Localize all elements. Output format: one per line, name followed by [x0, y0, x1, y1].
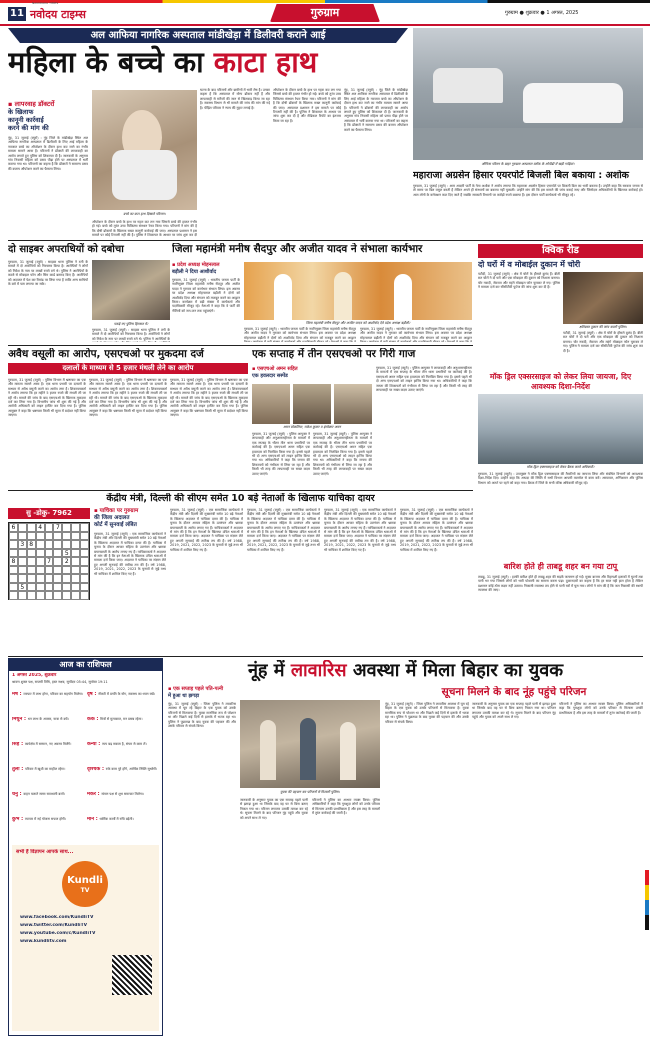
rashifal-sign-text: परिवार में खुशी का माहौल रहेगा। [25, 767, 66, 771]
color-registration-strip [0, 0, 650, 3]
bjp-body: गुरुग्राम, 31 जुलाई (ब्यूरो) : भारतीय जनता पार्टी के नवनियुक्त जिला महामंत्री मनीष सैदपुर और अजीत यादव ने गुरुवार को कार्यभार संभाल लिया। इस अवसर पर प्रदेश अध्यक्ष मोहनलाल बड़ौली ने दोनों को आशीर्वाद दिया और संगठन को मजबूत करने का आह्वान किया। कार्यक्रम में बड़ी संख्या में कार्यकर्ता और पदाधिकारी मौजूद रहे। नेताओं ने कहा कि वे पार्टी की नीतियों को जन-जन तक पहुंचाएंगे। [172, 278, 240, 313]
sudoku-cell [45, 549, 54, 558]
sudoku-cell [62, 591, 71, 600]
sudoku-cell [36, 557, 45, 566]
extortion-body-2: गुरुग्राम, 31 जुलाई (ब्यूरो) : पुलिस विभाग में भ्रष्टाचार का एक और मामला सामने आया है। एक थाना प्रभारी पर दलालों के माध्यम से अवैध वसूली करने का आरोप लगा है। शिकायतकर्ता ने आरोप लगाया कि हर महीने 5 हजार रुपये की मंथली ली जा रही थी। मामले की जांच के बाद एसएचओ के खिलाफ मुकदमा दर्ज कर लिया गया है। विभागीय जांच भी शुरू की गई है और आरोपी अधिकारी को लाइन हाजिर कर दिया गया है। पुलिस आयुक्त ने कहा कि भ्रष्टाचार किसी भी सूरत में बर्दाश्त नहीं किया जाएगा। [89, 378, 167, 418]
sudoku-cell [71, 523, 80, 532]
rashifal-item [87, 817, 159, 841]
sudoku-cell [71, 532, 80, 541]
rashifal-sign-text: धन लाभ के अवसर, यात्रा से बचें। [27, 717, 69, 721]
rashifal-item [12, 792, 84, 816]
sho-subhead [252, 366, 372, 379]
sudoku-cell [53, 557, 62, 566]
bottom-headline-2: लावारिस [290, 660, 347, 681]
lead-headline-part2: काटा हाथ [213, 45, 318, 79]
rashifal-sign-name: मेष : [12, 692, 24, 697]
kundli-brand: Kundli [67, 875, 103, 886]
sudoku-cell: 5 [18, 583, 27, 592]
rashifal-item [87, 692, 159, 716]
sudoku-cell: 8 [27, 540, 36, 549]
petition-sidebox [94, 508, 166, 529]
rashifal-sign-name: कुंभ : [12, 817, 25, 822]
sudoku-grid [8, 522, 90, 600]
rashifal-item [12, 767, 84, 791]
bjp-body-2: गुरुग्राम, 31 जुलाई (ब्यूरो) : भारतीय जनता पार्टी के नवनियुक्त जिला महामंत्री मनीष सैदपुर और अजीत यादव ने गुरुवार को कार्यभार संभाल लिया। इस अवसर पर प्रदेश अध्यक्ष मोहनलाल बड़ौली ने दोनों को आशीर्वाद दिया और संगठन को मजबूत करने का आह्वान [244, 327, 356, 340]
bottom-right-headline: सूचना मिलने के बाद नूंह पहुंचे परिजन [441, 686, 587, 698]
sudoku-cell: 2 [62, 557, 71, 566]
quick-read-title: क्विक रीड [542, 245, 579, 256]
sudoku-cell [71, 557, 80, 566]
sudoku-cell [62, 532, 71, 541]
sudoku-cell [80, 549, 89, 558]
sudoku-cell [36, 566, 45, 575]
extortion-body-1: गुरुग्राम, 31 जुलाई (ब्यूरो) : पुलिस विभाग में भ्रष्टाचार का एक और मामला सामने आया है। एक थाना प्रभारी पर दलालों के माध्यम से अवैध वसूली करने का आरोप लगा है। शिकायतकर्ता ने आरोप लगाया कि हर महीने 5 हजार रुपये की मंथली ली जा रही थी। मामले की जांच के बाद एसएचओ के खिलाफ मुकदमा दर्ज कर लिया गया है। विभागीय जांच भी शुरू की गई है और आरोपी अधिकारी को लाइन हाजिर कर दिया गया है। पुलिस आयुक्त ने कहा कि भ्रष्टाचार किसी भी सूरत में बर्दाश्त नहीं किया जाएगा। [8, 378, 86, 418]
sudoku-cell [27, 549, 36, 558]
bottom-body-6: परिजनों ने पुलिस का आभार व्यक्त किया। पुलिस अधिकारियों ने कहा कि गुमशुदा लोगों को उनके परिवार से मिलाना उनकी प्राथमिकता है और इस तरह के मामलों में तुरंत कार्रवाई की जाती है। [559, 702, 643, 715]
extortion-body-3: गुरुग्राम, 31 जुलाई (ब्यूरो) : पुलिस विभाग में भ्रष्टाचार का एक और मामला सामने आया है। एक थाना प्रभारी पर दलालों के माध्यम से अवैध वसूली करने का आरोप लगा है। शिकायतकर्ता ने आरोप लगाया कि हर महीने 5 हजार रुपये की मंथली ली जा रही थी। मामले की जांच के बाद एसएचओ के खिलाफ मुकदमा दर्ज कर लिया गया है। विभागीय जांच भी शुरू की गई है और आरोपी अधिकारी को लाइन हाजिर कर दिया गया है। पुलिस आयुक्त ने कहा कि भ्रष्टाचार किसी भी सूरत में बर्दाश्त नहीं किया जाएगा। [170, 378, 248, 418]
sudoku-cell [27, 523, 36, 532]
sudoku-cell [45, 540, 54, 549]
sho-photo-1 [252, 384, 290, 424]
section-city: गुरुग्राम [310, 6, 340, 19]
sudoku-cell [27, 583, 36, 592]
bottom-headline-1: नूंह में [247, 660, 285, 681]
sudoku-cell [9, 549, 18, 558]
sudoku-cell [80, 532, 89, 541]
sudoku-cell [45, 532, 54, 541]
sudoku-cell [71, 566, 80, 575]
sudoku-cell [45, 566, 54, 575]
rashifal-sign-name: धनु : [12, 792, 24, 797]
sudoku-cell [80, 523, 89, 532]
bottom-sub-2: में हुआ था झगड़ा [168, 692, 200, 699]
sudoku-cell [53, 574, 62, 583]
sudoku-cell [80, 583, 89, 592]
bottom-sub-1: ▪ एक सप्ताह पहले पति-पत्नी [168, 686, 224, 692]
theft-headline: दो घरों में व मोबाईल दुकान में चोरी [478, 260, 581, 269]
registration-marks [645, 870, 649, 930]
sudoku-cell [36, 540, 45, 549]
sudoku-cell [9, 540, 18, 549]
bjp-body-3: गुरुग्राम, 31 जुलाई (ब्यूरो) : भारतीय जनता पार्टी के नवनियुक्त जिला महामंत्री मनीष सैदपुर और अजीत यादव ने गुरुवार को कार्यभार संभाल लिया। इस अवसर पर प्रदेश अध्यक्ष मोहनलाल बड़ौली ने दोनों को आशीर्वाद दिया और संगठन को मजबूत करने का आह्वान [360, 327, 472, 340]
rashifal-item [12, 817, 84, 841]
sudoku-cell [45, 583, 54, 592]
rashifal-sign-text: मित्रों से मुलाकात, मन प्रसन्न रहेगा। [100, 717, 143, 721]
sudoku-cell [36, 583, 45, 592]
sudoku-cell [71, 574, 80, 583]
bjp-photo [244, 262, 472, 320]
petition-body-4: गुरुग्राम, 31 जुलाई (ब्यूरो) : एक सामाजिक कार्यकर्ता ने केंद्रीय मंत्री और दिल्ली की मुख्यमंत्री समेत 10 बड़े नेताओं के खिलाफ अदालत में याचिका दायर की है। याचिका में चुनाव के दौरान आचार संहिता के उल्लंघन और भ्रामक बयानबाजी के आरोप लगाए गए हैं। याचिकाकर्ता ने अदालत से मांग की है कि इन नेताओं के खिलाफ उचित धाराओं में मामला दर्ज किया जाए। अदालत ने याचिका पर संज्ञान लेते हुए अगली सुनवाई की तारीख तय की है। वर्ष 1988, 2019, 2021, 2022, 2023 के चुनावों से जुड़े तथ्य भी याचिका में शामिल किए गए हैं। [324, 508, 396, 552]
sudoku-cell [45, 574, 54, 583]
sudoku-cell [80, 566, 89, 575]
rashifal-sign-text: कार्यक्षेत्र में सम्मान, नए अवसर मिलेंगे। [24, 742, 72, 746]
rashifal-sign-name: कन्या : [87, 742, 102, 747]
sudoku-cell [27, 566, 36, 575]
sudoku-cell: 8 [9, 557, 18, 566]
rashifal-title: आज का राशिफल [59, 660, 112, 669]
sudoku-cell [36, 591, 45, 600]
ad-web[interactable]: www.kundlitv.com [20, 939, 67, 944]
rain-headline: बारिश होते ही ताबडू शहर बन गया टापू [503, 562, 618, 571]
rashifal-item [12, 692, 84, 716]
petition-headline: केंद्रीय मंत्री, दिल्ली की सीएम समेत 10 बड़े नेताओं के खिलाफ याचिका दायर [106, 493, 375, 504]
sho-sub-1: ▪ एसएचओ अमन सहित [252, 366, 298, 372]
mockdrill-headline: मॉक ड्रिल एक्सरसाइज को लेकर लिया जायजा, दिए आवश्यक दिशा-निर्देश [489, 372, 632, 391]
right-top-body: गुरुग्राम, 31 जुलाई (ब्यूरो) : आम आदमी पार्टी के नेता अशोक ने आरोप लगाया कि महाराजा अग्रसेन हिसार एयरपोर्ट पर बिजली बिल का भारी बकाया है। उन्होंने कहा कि सरकार जनता से तो समय पर बिल वसूल करती है लेकिन अपने ही संस्थानों का बकाया नहीं चुकाती। उन्होंने मांग की कि इस मामले की जांच कराई जाए और जिम्मेदार अधिकारियों के खिलाफ कार्रवाई हो। आम लोगों के कनेक्शन काट दिए जाते हैं जबकि सरकारी विभागों पर करोड़ों रुपये बकाया हैं। इस दौरान पार्टी कार्यकर्ता भी मौजूद रहे। [413, 184, 643, 197]
rashifal-sign-name: तुला : [12, 767, 26, 772]
bottom-headline [168, 660, 643, 682]
mockdrill-body: गुरुग्राम, 31 जुलाई (ब्यूरो) : उपायुक्त ने मॉक ड्रिल एक्सरसाइज की तैयारियों का जायजा लिया और संबंधित विभागों को आवश्यक दिशा-निर्देश दिए। उन्होंने कहा कि आपदा की स्थिति में सभी विभाग आपसी तालमेल से काम करें। अस्पताल, अग्निशमन और पुलिस विभाग को अलर्ट पर रहने को कहा गया। बैठक में जिले के सभी वरिष्ठ अधिकारी मौजूद रहे। [478, 472, 643, 485]
ad-fb[interactable]: www.facebook.com/KundliTV [20, 915, 94, 920]
rashifal-item [87, 742, 159, 766]
dateline: गुरुग्राम ● शुक्रवार ● 1 अगस्त, 2025 [505, 10, 579, 16]
rashifal-sign-text: वाहन चलाते समय सावधानी बरतें। [23, 792, 65, 796]
rashifal-item [12, 742, 84, 766]
sudoku-cell [71, 549, 80, 558]
theft-caption: क्षतिग्रस्त दुकान की जांच करती पुलिस। [579, 325, 627, 329]
lead-body-col3: घटना के बाद परिजनों और ग्रामीणों में भारी रोष है। उनका कहना है कि अस्पताल में योग्य डॉक्टर नहीं हैं और लापरवाही से मरीजों की जान से खिलवाड़ किया जा रहा है। स्वास्थ्य विभाग से भी मामले की जांच की मांग की गई है। पीड़ित परिवार ने न्याय की गुहार लगाई है। [200, 88, 270, 110]
lead-headline [8, 44, 408, 80]
lead-kicker: अल आफिया नागरिक अस्पताल मांडीखेड़ा में डिलीवरी कराने आई [90, 30, 326, 41]
bjp-subhead [172, 262, 240, 275]
sudoku-cell [27, 557, 36, 566]
sudoku-cell [18, 591, 27, 600]
bjp-caption: जिला महामंत्री मनीष सैदपुर और अजीत यादव को आशीर्वाद देते प्रदेश अध्यक्ष बड़ौली। [305, 321, 411, 325]
rashifal-box [8, 658, 163, 1036]
sudoku-cell [71, 540, 80, 549]
bottom-body-4: नूंह, 31 जुलाई (ब्यूरो) : जिला पुलिस ने लावारिस अवस्था में घूम रहे बिहार के एक युवक को उसके परिजनों से मिलवाया है। युवक मानसिक रूप से परेशान था और पिछले कई दिनों से इलाके में भटक रहा था। पुलिस ने पूछताछ के बाद युवक की पहचान की और उसके परिवार से संपर्क किया। [385, 702, 469, 724]
sudoku-cell [18, 549, 27, 558]
bottom-body-5: जानकारी के अनुसार युवक का एक सप्ताह पहले पत्नी से झगड़ा हुआ था जिसके बाद वह घर से बिना बताए निकल गया था। परिजन लगातार उसकी तलाश कर रहे थे। सूचना मिलने के बाद परिजन नूंह पहुंचे और युवक को अपने साथ ले गए। [472, 702, 556, 720]
sudoku-cell: 6 [9, 523, 18, 532]
ad-line: सभी हैं विज्ञापन आपके साथ... [16, 849, 74, 855]
bottom-caption: युवक की पहचान कर परिजनों से मिलाती पुलिस। [280, 790, 340, 794]
sudoku-cell [36, 574, 45, 583]
sudoku-cell [53, 566, 62, 575]
side-title-3: कानूनी कार्रवाई [8, 116, 44, 124]
sudoku-cell [9, 583, 18, 592]
rashifal-sign-name: मिथुन : [12, 717, 28, 722]
sudoku-cell [45, 591, 54, 600]
rashifal-list [12, 692, 159, 842]
side-title-2: के खिलाफ [8, 108, 34, 116]
sudoku-cell [62, 523, 71, 532]
right-top-photo [413, 28, 643, 160]
sudoku-cell [18, 574, 27, 583]
sho-sub-2: एक हवलदार सस्पेंड [252, 372, 288, 379]
lead-photo [92, 90, 197, 210]
lead-body-col1: नूंह, 31 जुलाई (ब्यूरो) : नूंह जिले के मांडीखेड़ा स्थित अल आफिया नागरिक अस्पताल में डिलीवरी के लिए आई महिला के नवजात बच्चे का ऑपरेशन के दौरान हाथ कट जाने का गंभीर मामला सामने आया है। परिजनों ने डॉक्टरों की लापरवाही का आरोप लगाते हुए पुलिस को शिकायत दी है। जानकारी के अनुसार गांव निवासी महिला को प्रसव पीड़ा होने पर अस्पताल में भर्ती कराया गया था। परिजनों का कहना है कि डॉक्टरों ने सामान्य प्रसव की बजाय ऑपरेशन करने का फैसला लिया। [8, 136, 88, 171]
rashifal-item [12, 717, 84, 741]
sudoku-cell: 3 [18, 540, 27, 549]
sho-headline: एक सप्ताह में तीन एसएचओ पर गिरी गाज [252, 348, 416, 360]
sudoku-cell [9, 532, 18, 541]
extortion-headline: अवैध वसूली का आरोप, एसएचओ पर मुकदमा दर्ज [8, 348, 204, 360]
rashifal-sign-text: व्यापार में लाभ होगा, परिवार का सहयोग मिलेगा। [23, 692, 84, 696]
petition-body-1: गुरुग्राम, 31 जुलाई (ब्यूरो) : एक सामाजिक कार्यकर्ता ने केंद्रीय मंत्री और दिल्ली की मुख्यमंत्री समेत 10 बड़े नेताओं के खिलाफ अदालत में याचिका दायर की है। याचिका में चुनाव के दौरान आचार संहिता के उल्लंघन और भ्रामक बयानबाजी के आरोप लगाए गए हैं। याचिकाकर्ता ने अदालत से मांग की है कि इन नेताओं के खिलाफ उचित धाराओं में मामला दर्ज किया जाए। अदालत ने याचिका पर संज्ञान लेते हुए अगली सुनवाई की तारीख तय की है। वर्ष 1988, 2019, 2021, 2022, 2023 के चुनावों से जुड़े तथ्य भी याचिका में शामिल किए गए हैं। [94, 532, 166, 576]
bottom-body-2: जानकारी के अनुसार युवक का एक सप्ताह पहले पत्नी से झगड़ा हुआ था जिसके बाद वह घर से बिना बताए निकल गया था। परिजन लगातार उसकी तलाश कर रहे थे। सूचना मिलने के बाद परिजन नूंह पहुंचे और युवक को अपने साथ ले गए। [240, 798, 308, 820]
rashifal-sign-text: नौकरी में प्रगति के योग, स्वास्थ्य का ध्यान रखें। [98, 692, 156, 696]
sudoku-cell [80, 591, 89, 600]
sudoku-cell [27, 591, 36, 600]
sho-photo-2 [293, 384, 331, 424]
sudoku-cell: 4 [36, 523, 45, 532]
sudoku-cell: 7 [45, 557, 54, 566]
sho-body-1: गुरुग्राम, 31 जुलाई (ब्यूरो) : पुलिस आयुक्त ने लापरवाही और अनुशासनहीनता के मामलों में एक सप्ताह के भीतर तीन थाना प्रभारियों पर कार्रवाई की है। एसएचओ अमन सहित एक हवलदार को निलंबित किया गया है। इससे पहले भी दो अन्य एसएचओ को लाइन हाजिर किया गया था। अधिकारियों ने कहा कि जनता की शिकायतों को गंभीरता से लिया जा रहा है और किसी भी तरह की लापरवाही पर सख्त कदम उठाए जाएंगे। [252, 432, 310, 476]
sudoku-cell [80, 557, 89, 566]
sudoku-box [8, 508, 90, 648]
petition-body-3: गुरुग्राम, 31 जुलाई (ब्यूरो) : एक सामाजिक कार्यकर्ता ने केंद्रीय मंत्री और दिल्ली की मुख्यमंत्री समेत 10 बड़े नेताओं के खिलाफ अदालत में याचिका दायर की है। याचिका में चुनाव के दौरान आचार संहिता के उल्लंघन और भ्रामक बयानबाजी के आरोप लगाए गए हैं। याचिकाकर्ता ने अदालत से मांग की है कि इन नेताओं के खिलाफ उचित धाराओं में मामला दर्ज किया जाए। अदालत ने याचिका पर संज्ञान लेते हुए अगली सुनवाई की तारीख तय की है। वर्ष 1988, 2019, 2021, 2022, 2023 के चुनावों से जुड़े तथ्य भी याचिका में शामिल किए गए हैं। [247, 508, 320, 552]
cyber-headline: दो साइबर अपराधियों को दबोचा [8, 244, 124, 255]
rashifal-item [87, 792, 159, 816]
side-title-4: करने की मांग की [8, 124, 49, 132]
sudoku-cell [53, 583, 62, 592]
lead-photo-caption: बच्चे का कटा हाथ दिखाते परिजन। [123, 212, 166, 216]
sudoku-cell [53, 549, 62, 558]
sho-photo-3 [334, 384, 372, 424]
cyber-photo [92, 260, 170, 320]
sudoku-cell [27, 574, 36, 583]
sudoku-cell [62, 540, 71, 549]
sudoku-cell [9, 574, 18, 583]
side-title-1: ▪ लापरवाह डॉक्टरों [8, 100, 55, 108]
sudoku-cell [9, 591, 18, 600]
rashifal-sign-name: मकर : [87, 792, 102, 797]
masthead-bar [0, 0, 650, 26]
mockdrill-photo [478, 394, 643, 464]
sudoku-cell [18, 566, 27, 575]
sudoku-cell [18, 523, 27, 532]
sudoku-cell [62, 566, 71, 575]
rain-body: ताबडू, 31 जुलाई (ब्यूरो) : हल्की बारिश होते ही ताबडू शहर की सड़कें जलमग्न हो गईं। मुख्य बाजार और रिहायशी इलाकों में घुटनों तक पानी भर गया जिससे लोगों को भारी परेशानी का सामना करना पड़ा। दुकानदारों का कहना है कि हर साल यही हाल होता है लेकिन प्रशासन कोई ठोस कदम नहीं उठाता। निकासी व्यवस्था ठप होने से पानी घरों में घुस गया। लोगों ने मांग की है कि जल निकासी की स्थायी व्यवस्था की जाए। [478, 575, 643, 593]
sudoku-cell [80, 540, 89, 549]
sho-body-2: गुरुग्राम, 31 जुलाई (ब्यूरो) : पुलिस आयुक्त ने लापरवाही और अनुशासनहीनता के मामलों में एक सप्ताह के भीतर तीन थाना प्रभारियों पर कार्रवाई की है। एसएचओ अमन सहित एक हवलदार को निलंबित किया गया है। इससे पहले भी दो अन्य एसएचओ को लाइन हाजिर किया गया था। अधिकारियों ने कहा कि जनता की शिकायतों को गंभीरता से लिया जा रहा है और किसी भी तरह की लापरवाही पर सख्त कदम उठाए जाएंगे। [313, 432, 372, 476]
cyber-body-2: गुरुग्राम, 31 जुलाई (ब्यूरो) : साइबर थाना पुलिस ने ठगी के मामले में दो आरोपियों को गिरफ्तार किया है। आरोपियों ने लोगों को निवेश के नाम पर लाखों रुपये ठगे थे। पुलिस ने आरोपियों के [92, 328, 170, 341]
petition-body-5: गुरुग्राम, 31 जुलाई (ब्यूरो) : एक सामाजिक कार्यकर्ता ने केंद्रीय मंत्री और दिल्ली की मुख्यमंत्री समेत 10 बड़े नेताओं के खिलाफ अदालत में याचिका दायर की है। याचिका में चुनाव के दौरान आचार संहिता के उल्लंघन और भ्रामक बयानबाजी के आरोप लगाए गए हैं। याचिकाकर्ता ने अदालत से मांग की है कि इन नेताओं के खिलाफ उचित धाराओं में मामला दर्ज किया जाए। अदालत ने याचिका पर संज्ञान लेते हुए अगली सुनवाई की तारीख तय की है। वर्ष 1988, 2019, 2021, 2022, 2023 के चुनावों से जुड़े तथ्य भी याचिका में शामिल किए गए हैं। [400, 508, 473, 552]
rashifal-date: 1 अगस्त 2025, शुक्रवार [12, 673, 57, 678]
bottom-body-1: नूंह, 31 जुलाई (ब्यूरो) : जिला पुलिस ने लावारिस अवस्था में घूम रहे बिहार के एक युवक को उसके परिजनों से मिलवाया है। युवक मानसिक रूप से परेशान था और पिछले कई दिनों से इलाके में भटक रहा था। पुलिस ने पूछताछ के बाद युवक की पहचान की और उसके परिवार से संपर्क किया। [168, 702, 236, 729]
theft-body: पटौदी, 31 जुलाई (ब्यूरो) : क्षेत्र में चोरों के हौसले बुलंद हैं। बीती रात चोरों ने दो घरों और एक मोबाइल की दुकान को निशाना बनाया। चोर नकदी, जेवरात और महंगे मोबाइल फोन चुराकर ले गए। पुलिस ने मामला दर्ज कर सीसीटीवी फुटेज की जांच शुरू कर दी है। [478, 272, 560, 290]
rashifal-sign-text: व्यय बढ़ सकता है, संयम से काम लें। [102, 742, 147, 746]
theft-body-2: पटौदी, 31 जुलाई (ब्यूरो) : क्षेत्र में चोरों के हौसले बुलंद हैं। बीती रात चोरों ने दो घरों और एक मोबाइल की दुकान को निशाना बनाया। चोर नकदी, जेवरात और महंगे मोबाइल फोन चुराकर ले गए। पुलिस ने मामला दर्ज कर सीसीटीवी फुटेज की जांच शुरू कर दी है। [563, 331, 643, 353]
rashifal-sign-text: संतान पक्ष से शुभ समाचार मिलेगा। [101, 792, 144, 796]
sudoku-cell [71, 591, 80, 600]
small-tag: NAVODAYA TIMES [32, 1, 59, 5]
bjp-headline: जिला महामंत्री मनीष सैदपुर और अजीत यादव ने संभाला कार्यभार [172, 243, 423, 255]
lead-body-col2: ऑपरेशन के दौरान बच्चे के हाथ पर गहरा कट लग गया जिससे बच्चे की हालत गंभीर हो गई। बच्चे को तुरंत उच्च चिकित्सा संस्थान रेफर किया गया। परिजनों ने मांग की है कि दोषी डॉक्टरों के खिलाफ सख्त कानूनी कार्रवाई की जाए। अस्पताल प्रशासन ने इस मामले पर कोई टिप्पणी नहीं की है। पुलिस ने शिकायत के आधार पर जांच शुरू कर दी [92, 220, 197, 238]
sudoku-cell [18, 557, 27, 566]
lead-headline-part1: महिला के बच्चे का [8, 45, 204, 79]
lead-body-col4: ऑपरेशन के दौरान बच्चे के हाथ पर गहरा कट लग गया जिससे बच्चे की हालत गंभीर हो गई। बच्चे को तुरंत उच्च चिकित्सा संस्थान रेफर किया गया। परिजनों ने मांग की है कि दोषी डॉक्टरों के खिलाफ सख्त कानूनी कार्रवाई की जाए। अस्पताल प्रशासन ने इस मामले पर कोई टिप्पणी नहीं की है। पुलिस ने शिकायत के आधार पर जांच शुरू कर दी है और मेडिकल रिपोर्ट का इंतजार किया जा रहा है। [273, 88, 341, 123]
sho-body-3: गुरुग्राम, 31 जुलाई (ब्यूरो) : पुलिस आयुक्त ने लापरवाही और अनुशासनहीनता के मामलों में एक सप्ताह के भीतर तीन थाना प्रभारियों पर कार्रवाई की है। एसएचओ अमन सहित एक हवलदार को निलंबित किया गया है। इससे पहले भी दो अन्य एसएचओ को लाइन हाजिर किया गया था। अधिकारियों ने कहा कि जनता की शिकायतों को गंभीरता से लिया जा रहा है और किसी भी तरह की लापरवाही पर सख्त कदम उठाए जाएंगे। [376, 366, 472, 393]
rashifal-item [87, 767, 159, 791]
kundli-ad [12, 845, 159, 1031]
rashifal-sign-text: रुके काम पूरे होंगे, आर्थिक स्थिति सुधरेगी। [105, 767, 158, 771]
paper-name: नवोदय टाइम्स [30, 8, 86, 21]
rashifal-sign-text: व्यापार में नई योजना सफल होगी। [24, 817, 67, 821]
ad-qr [112, 955, 152, 995]
sudoku-cell [36, 532, 45, 541]
sudoku-cell [71, 583, 80, 592]
sudoku-cell [18, 532, 27, 541]
bottom-body-3: परिजनों ने पुलिस का आभार व्यक्त किया। पुलिस अधिकारियों ने कहा कि गुमशुदा लोगों को उनके परिवार से मिलाना उनकी प्राथमिकता है और इस तरह के मामलों में तुरंत कार्रवाई की जाती है। [312, 798, 380, 816]
theft-photo [563, 272, 643, 324]
petition-body-2: गुरुग्राम, 31 जुलाई (ब्यूरो) : एक सामाजिक कार्यकर्ता ने केंद्रीय मंत्री और दिल्ली की मुख्यमंत्री समेत 10 बड़े नेताओं के खिलाफ अदालत में याचिका दायर की है। याचिका में चुनाव के दौरान आचार संहिता के उल्लंघन और भ्रामक बयानबाजी के आरोप लगाए गए हैं। याचिकाकर्ता ने अदालत से मांग की है कि इन नेताओं के खिलाफ उचित धाराओं में मामला दर्ज किया जाए। अदालत ने याचिका पर संज्ञान लेते हुए अगली सुनवाई की तारीख तय की है। वर्ष 1988, 2019, 2021, 2022, 2023 के चुनावों से जुड़े तथ्य भी याचिका में शामिल किए गए हैं। [170, 508, 243, 552]
ad-tw[interactable]: www.twitter.com/KundliTV [20, 923, 88, 928]
rashifal-sign-name: वृष : [87, 692, 99, 697]
rashifal-sign-name: सिंह : [12, 742, 25, 747]
bottom-subhead [168, 686, 318, 699]
sudoku-cell: 5 [62, 549, 71, 558]
petition-side-1: ▪ याचिका पर गुरुग्राम [94, 508, 139, 514]
sudoku-cell [9, 566, 18, 575]
sudoku-cell [62, 583, 71, 592]
petition-side-3: कोर्ट में सुनवाई लंबित [94, 522, 137, 528]
ad-yt[interactable]: www.youtube.com/c/KundliTV [20, 931, 96, 936]
extortion-sub: दलालों के माध्यम से 5 हजार मंथली लेने का आरोप [62, 364, 194, 372]
bottom-photo [240, 700, 380, 788]
sudoku-cell: 7 [53, 523, 62, 532]
sudoku-cell [27, 532, 36, 541]
sudoku-cell [62, 574, 71, 583]
sudoku-cell [53, 532, 62, 541]
sudoku-cell [53, 540, 62, 549]
sudoku-cell [80, 574, 89, 583]
sudoku-cell [53, 591, 62, 600]
rashifal-item [87, 717, 159, 741]
cyber-caption: पकड़े गए पुलिस हिरासत में। [113, 322, 149, 326]
rashifal-intro: श्रावण शुक्ल पक्ष, सप्तमी तिथि, हस्त नक्षत्र, सूर्योदय 05:44, सूर्यास्त 19:11 [12, 680, 108, 684]
right-top-headline: महाराजा अग्रसेन हिसार एयरपोर्ट बिजली बिल बकाया : अशोक [413, 170, 629, 181]
lead-side-title [8, 100, 88, 132]
kundli-brand-tv: TV [80, 887, 90, 894]
bjp-sub-2: बड़ौली ने दिया आशीर्वाद [172, 268, 217, 275]
lead-body-col5: नूंह, 31 जुलाई (ब्यूरो) : नूंह जिले के मांडीखेड़ा स्थित अल आफिया नागरिक अस्पताल में डिलीवरी के लिए आई महिला के नवजात बच्चे का ऑपरेशन के दौरान हाथ कट जाने का गंभीर मामला सामने आया है। परिजनों ने डॉक्टरों की लापरवाही का आरोप लगाते हुए पुलिस को शिकायत दी है। जानकारी के अनुसार गांव निवासी महिला को प्रसव पीड़ा होने पर अस्पताल में भर्ती कराया गया था। परिजनों का कहना है कि डॉक्टरों ने सामान्य प्रसव की बजाय ऑपरेशन करने का फैसला लिया। [344, 88, 408, 132]
rashifal-sign-name: कर्क : [87, 717, 101, 722]
mockdrill-caption: मॉक ड्रिल एक्सरसाइज को लेकर बैठक करते अधिकारी। [526, 465, 595, 469]
sho-caption: अमन बोकलिया, राकेश कुमार व इंस्पेक्टर अमन [283, 425, 341, 429]
petition-side-2: की जिला अदालत [94, 515, 130, 521]
rashifal-sign-text: धार्मिक कार्यों में रुचि बढ़ेगी। [99, 817, 134, 821]
page-number: 11 [8, 7, 26, 21]
rashifal-sign-name: वृश्चिक : [87, 767, 106, 772]
sudoku-title: सु -डोकु- 7962 [26, 509, 72, 517]
bottom-headline-3: अवस्था में मिला बिहार का युवक [352, 660, 564, 681]
cyber-body: गुरुग्राम, 31 जुलाई (ब्यूरो) : साइबर थाना पुलिस ने ठगी के मामले में दो आरोपियों को गिरफ्तार किया है। आरोपियों ने लोगों को निवेश के नाम पर लाखों रुपये ठगे थे। पुलिस ने आरोपियों के कब्जे से मोबाइल फोन और सिम कार्ड बरामद किए हैं। आरोपियों को अदालत में पेश कर रिमांड पर लिया गया है ताकि अन्य साथियों के बारे में पता लगाया जा सके। [8, 260, 88, 287]
sudoku-cell [36, 549, 45, 558]
bjp-sub-1: ▪ प्रदेश अध्यक्ष मोहनलाल [172, 262, 220, 268]
sudoku-cell [45, 523, 54, 532]
right-top-caption: ऑफिस परिसर के बाहर गुरुग्राम अस्पताल ब्लॉक के ओपीडी में खड़ी गाड़ियां। [481, 162, 575, 166]
rashifal-sign-name: मीन : [87, 817, 100, 822]
